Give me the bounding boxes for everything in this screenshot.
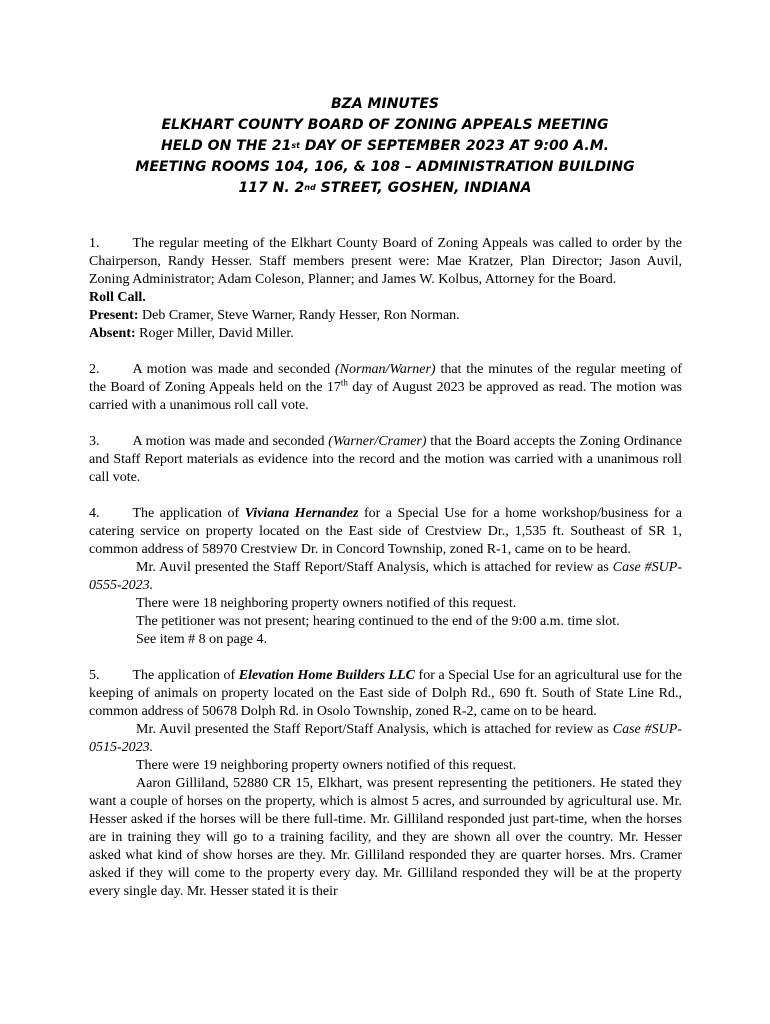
staff-report-text: Mr. Auvil presented the Staff Report/Staff Analysis, which is attached for review as [136,560,613,575]
header-address-post: STREET, GOSHEN, INDIANA [315,180,532,196]
item-text: for a Special Use for an agricultural use for the keeping of animals on property located on the East side of Dolph Rd., 690 ft. South of State Line Rd., common address of 50678 Dolph Rd. in Osolo Township, zoned R-2, came on to be heard. [89,668,682,719]
item-number: 3. [89,434,100,449]
notified-line: There were 18 neighboring property owners notified of this request. [136,596,517,611]
item-number: 4. [89,506,100,521]
item-text: A motion was made and seconded [132,362,335,377]
item-text: day of August 2023 be approved as read. The motion was carried with a unanimous roll call vote. [89,380,683,413]
item-number: 1. [89,236,100,251]
movers: (Warner/Cramer) [328,434,427,449]
roll-call-label: Roll Call. [89,290,146,305]
case-number: Case #SUP-0555-2023. [89,560,683,593]
item-text: that the Board accepts the Zoning Ordinance and Staff Report materials as evidence into the record and the motion was carried with a unanimous roll call vote. [89,434,682,485]
present-label: Present: [89,308,139,323]
roll-call-heading [89,289,682,307]
item-number: 2. [89,362,100,377]
item-1 [89,235,682,289]
staff-report [89,721,682,757]
absent-label: Absent: [89,326,136,341]
item-2 [89,361,682,415]
absent-line [89,325,682,343]
present-names: Deb Cramer, Steve Warner, Randy Hesser, Ron Norman. [138,308,460,323]
item-3 [89,433,682,487]
header-board-name: ELKHART COUNTY BOARD OF ZONING APPEALS MEETING [161,117,609,133]
minutes-body [89,235,682,901]
item-5 [89,667,682,721]
case-number: Case #SUP-0515-2023. [89,722,683,755]
header-date-sup: st [291,141,300,150]
header-address [88,178,682,199]
applicant-name: Elevation Home Builders LLC [238,668,415,683]
staff-report-text: Mr. Auvil presented the Staff Report/Staff Analysis, which is attached for review as [136,722,613,737]
staff-report [89,559,682,595]
ordinal-sup: th [340,377,348,388]
item-text: The regular meeting of the Elkhart County Board of Zoning Appeals was called to order by the Chairperson, Randy Hesser. Staff members present were: Mae Kratzer, Plan Director; Jason Auvil, Zoning Administrator; Adam Coleson, Planner; and James W. Kolbus, Attorney for the Board. [89,236,682,287]
testimony: Aaron Gilliland, 52880 CR 15, Elkhart, was present representing the petitioners. He stated they want a couple of horses on the property, which is almost 5 acres, and surrounded by agricultural use. Mr. Hesser asked if the horses will be there full-time. Mr. Gilliland responded just part-time, when the horses are in training they will go to a training facility, and they are shown all over the country. Mr. Hesser asked what kind of show horses are they. Mr. Gilliland responded they are quarter horses. Mrs. Cramer asked if they will come to the property every day. Mr. Gilliland responded they will be at the property every single day. Mr. Hesser stated it is their [89,776,682,899]
minutes-header [88,94,682,199]
item-text: that the minutes of the regular meeting of the Board of Zoning Appeals held on the 17 [89,362,682,395]
header-date [88,136,682,157]
petitioner-line: The petitioner was not present; hearing continued to the end of the 9:00 a.m. time slot. [136,614,620,629]
item-text: for a Special Use for a home workshop/business for a catering service on property located on the East side of Crestview Dr., 1,535 ft. Southeast of SR 1, common address of 58970 Crestview Dr. in Concord Township, zoned R-1, came on to be heard. [89,506,682,557]
header-address-sup: nd [304,183,316,192]
movers: (Norman/Warner) [335,362,436,377]
header-title: BZA MINUTES [331,96,439,112]
item-text: A motion was made and seconded [132,434,329,449]
header-location: MEETING ROOMS 104, 106, & 108 – ADMINISTRATION BUILDING [135,159,635,175]
notified-line: There were 19 neighboring property owners notified of this request. [136,758,517,773]
see-item-line: See item # 8 on page 4. [136,632,268,647]
absent-names: Roger Miller, David Miller. [135,326,294,341]
header-address-pre: 117 N. 2 [238,180,305,196]
header-date-pre: HELD ON THE 21 [160,138,292,154]
item-number: 5. [89,668,100,683]
item-4 [89,505,682,559]
present-line [89,307,682,325]
item-text: The application of [132,506,245,521]
item-text: The application of [132,668,239,683]
applicant-name: Viviana Hernandez [244,506,359,521]
header-date-post: DAY OF SEPTEMBER 2023 AT 9:00 A.M. [299,138,609,154]
